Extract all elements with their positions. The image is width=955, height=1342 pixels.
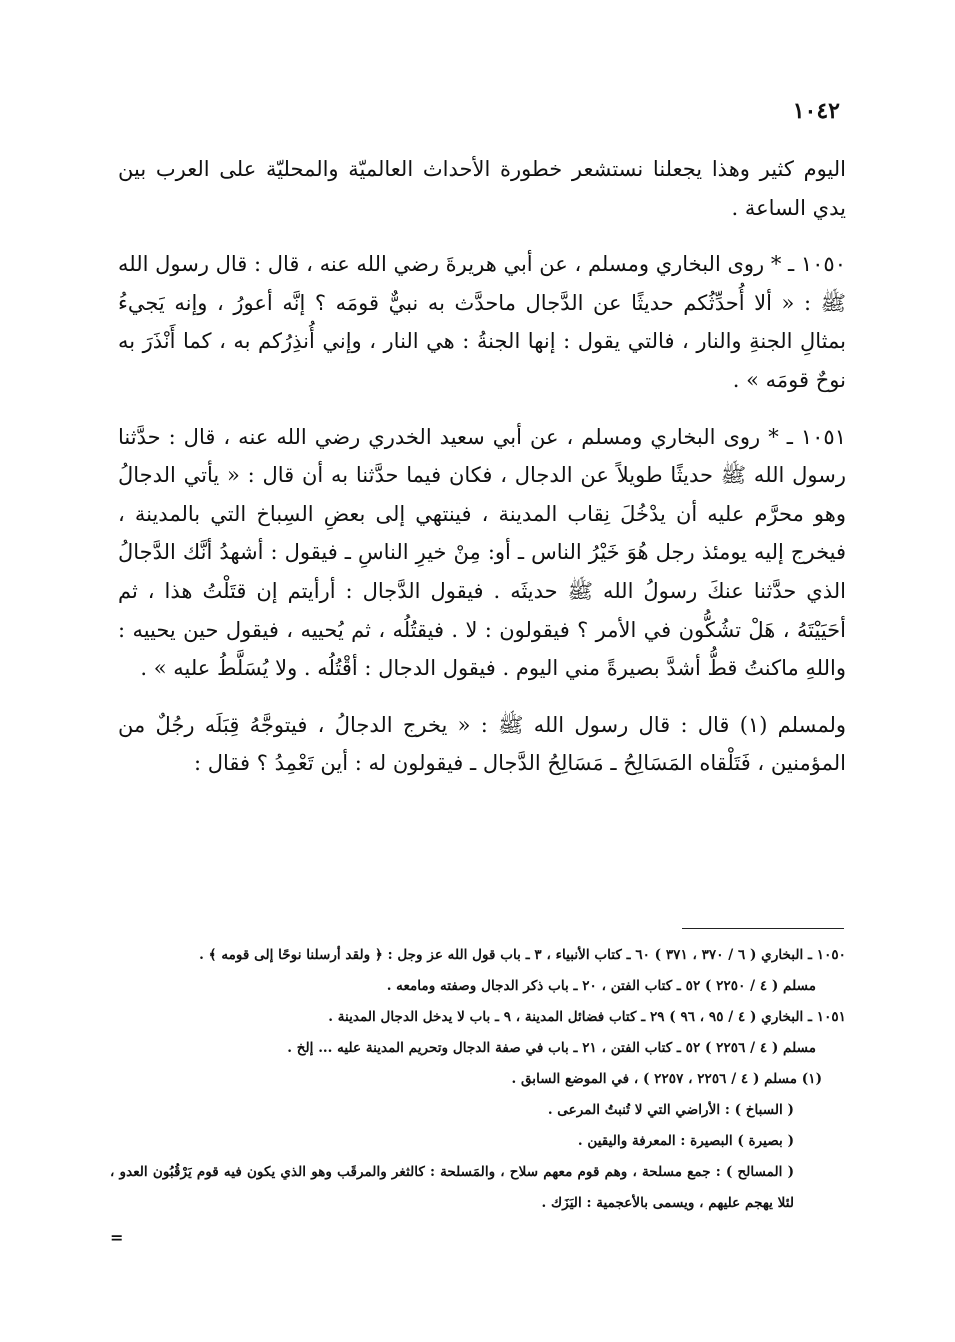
footnote-1051-muslim: مسلم ( ٤ / ٢٢٥٦ ) ٥٢ ـ كتاب الفتن ، ٢١ ـ باب في صفة الدجال وتحريم المدينة عليه ... إلخ . [287,1040,816,1056]
gloss-masalih: ( المسالح ) : جمع مسلحة ، وهم قوم معهم سلاح ، والمَسلحة : كالثغر والمرقَب وهو الذي يكون فيه قوم يَرْقُبُون العدو ، لئلا يهجم عليهم ، ويسمى بالأعجمية : اليَزَك . [110,1164,794,1211]
edge-mark: = [110,1228,124,1247]
gloss-sibakh: ( السباخ ) : الأراضي التي لا تُنبتُ المرعى . [547,1102,794,1118]
footnote-1050-bukhari: ١٠٥٠ ـ البخاري ( ٦ / ٣٧٠ ، ٣٧١ ) ٦٠ ـ كتاب الأنبياء ، ٣ ـ باب قول الله عز وجل : ﴿ ولقد أرسلنا نوحًا إلى قومه ﴾ . [199,947,846,963]
footnotes [110,940,846,1219]
footnote-1: (١) مسلم ( ٤ / ٢٢٥٦ ، ٢٢٥٧ ) ، في الموضع السابق . [511,1071,822,1087]
hadith-1051: ١٠٥١ ـ * روى البخاري ومسلم ، عن أبي سعيد الخدري رضي الله عنه ، قال : حدَّثنا رسول الله ﷺ حديثًا طويلاً عن الدجال ، فكان فيما حدَّثنا به أن قال : « يأتي الدجالُ وهو محرَّم عليه أن يدْخُلَ نِقاب المدينة ، فينتهي إلى بعضِ السِباخ التي بالمدينة ، فيخرج إليه يومئذ رجل هُوَ خَيْرُ الناس ـ أو: مِنْ خيرِ الناسِ ـ فيقول : أشهدُ أنَّك الدَّجالُ الذي حدَّثنا عنكَ رسولُ الله ﷺ حديثَه . فيقول الدَّجال : أرأيتم إن قتَلْتُ هذا ، ثم أحَيَيْتَهُ ، هَلْ تشُكُّون في الأمر ؟ فيقولون : لا . فيقتُلُه ، ثم يُحييه ، فيقول حين يحييه : واللهِ ماكنتُ قطُّ أشدَّ بصيرةً مني اليوم . فيقول الدجال : أقْتُلُه . ولا يُسَلَّطُ عليه » . [118,424,846,681]
footnote-1051-bukhari: ١٠٥١ ـ البخاري ( ٤ / ٩٥ ، ٩٦ ) ٢٩ ـ كتاب فضائل المدينة ، ٩ ـ باب لا يدخل الدجال المدينة . [328,1009,846,1025]
muslim-narration: ولمسلم (١) قال : قال رسول الله ﷺ : « يخرج الدجالُ ، فيتوجَّهُ قِبَلَه رجُلٌ من المؤمنين ، فَتَلْقاه المَسَالِحُ ـ مَسَالِحُ الدَّجال ـ فيقولون له : أين تَعْمِدُ ؟ فقال : [118,712,846,776]
footnote-1050-muslim: مسلم ( ٤ / ٢٢٥٠ ) ٥٢ ـ كتاب الفتن ، ٢٠ ـ باب ذكر الدجال وصفته ومامعه . [386,978,816,994]
page-number: ١٠٤٢ [792,98,840,124]
gloss-basira: ( بصيرة ) البصيرة : المعرفة واليقين . [577,1133,794,1149]
hadith-1050: ١٠٥٠ ـ * روى البخاري ومسلم ، عن أبي هريرةَ رضي الله عنه ، قال : قال رسول الله ﷺ : « ألا أُحدِّثُكم حديثًا عن الدَّجال ماحدَّث به نبيٌّ قومَه ؟ إنَّه أعورُ ، وإنه يَجيءُ بمثالِ الجنةِ والنار ، فالتي يقول : إنها الجنةُ : هي النار ، وإني أُنذِرُكم به ، كما أَنْذَرَ به نوحٌ قومَه » . [118,252,846,392]
paragraph-intro: اليوم كثير وهذا يجعلنا نستشعر خطورة الأحداث العالميّة والمحليّة على العرب بين يدي الساعة . [118,157,846,220]
footnote-divider [682,928,844,929]
main-text [118,150,846,801]
